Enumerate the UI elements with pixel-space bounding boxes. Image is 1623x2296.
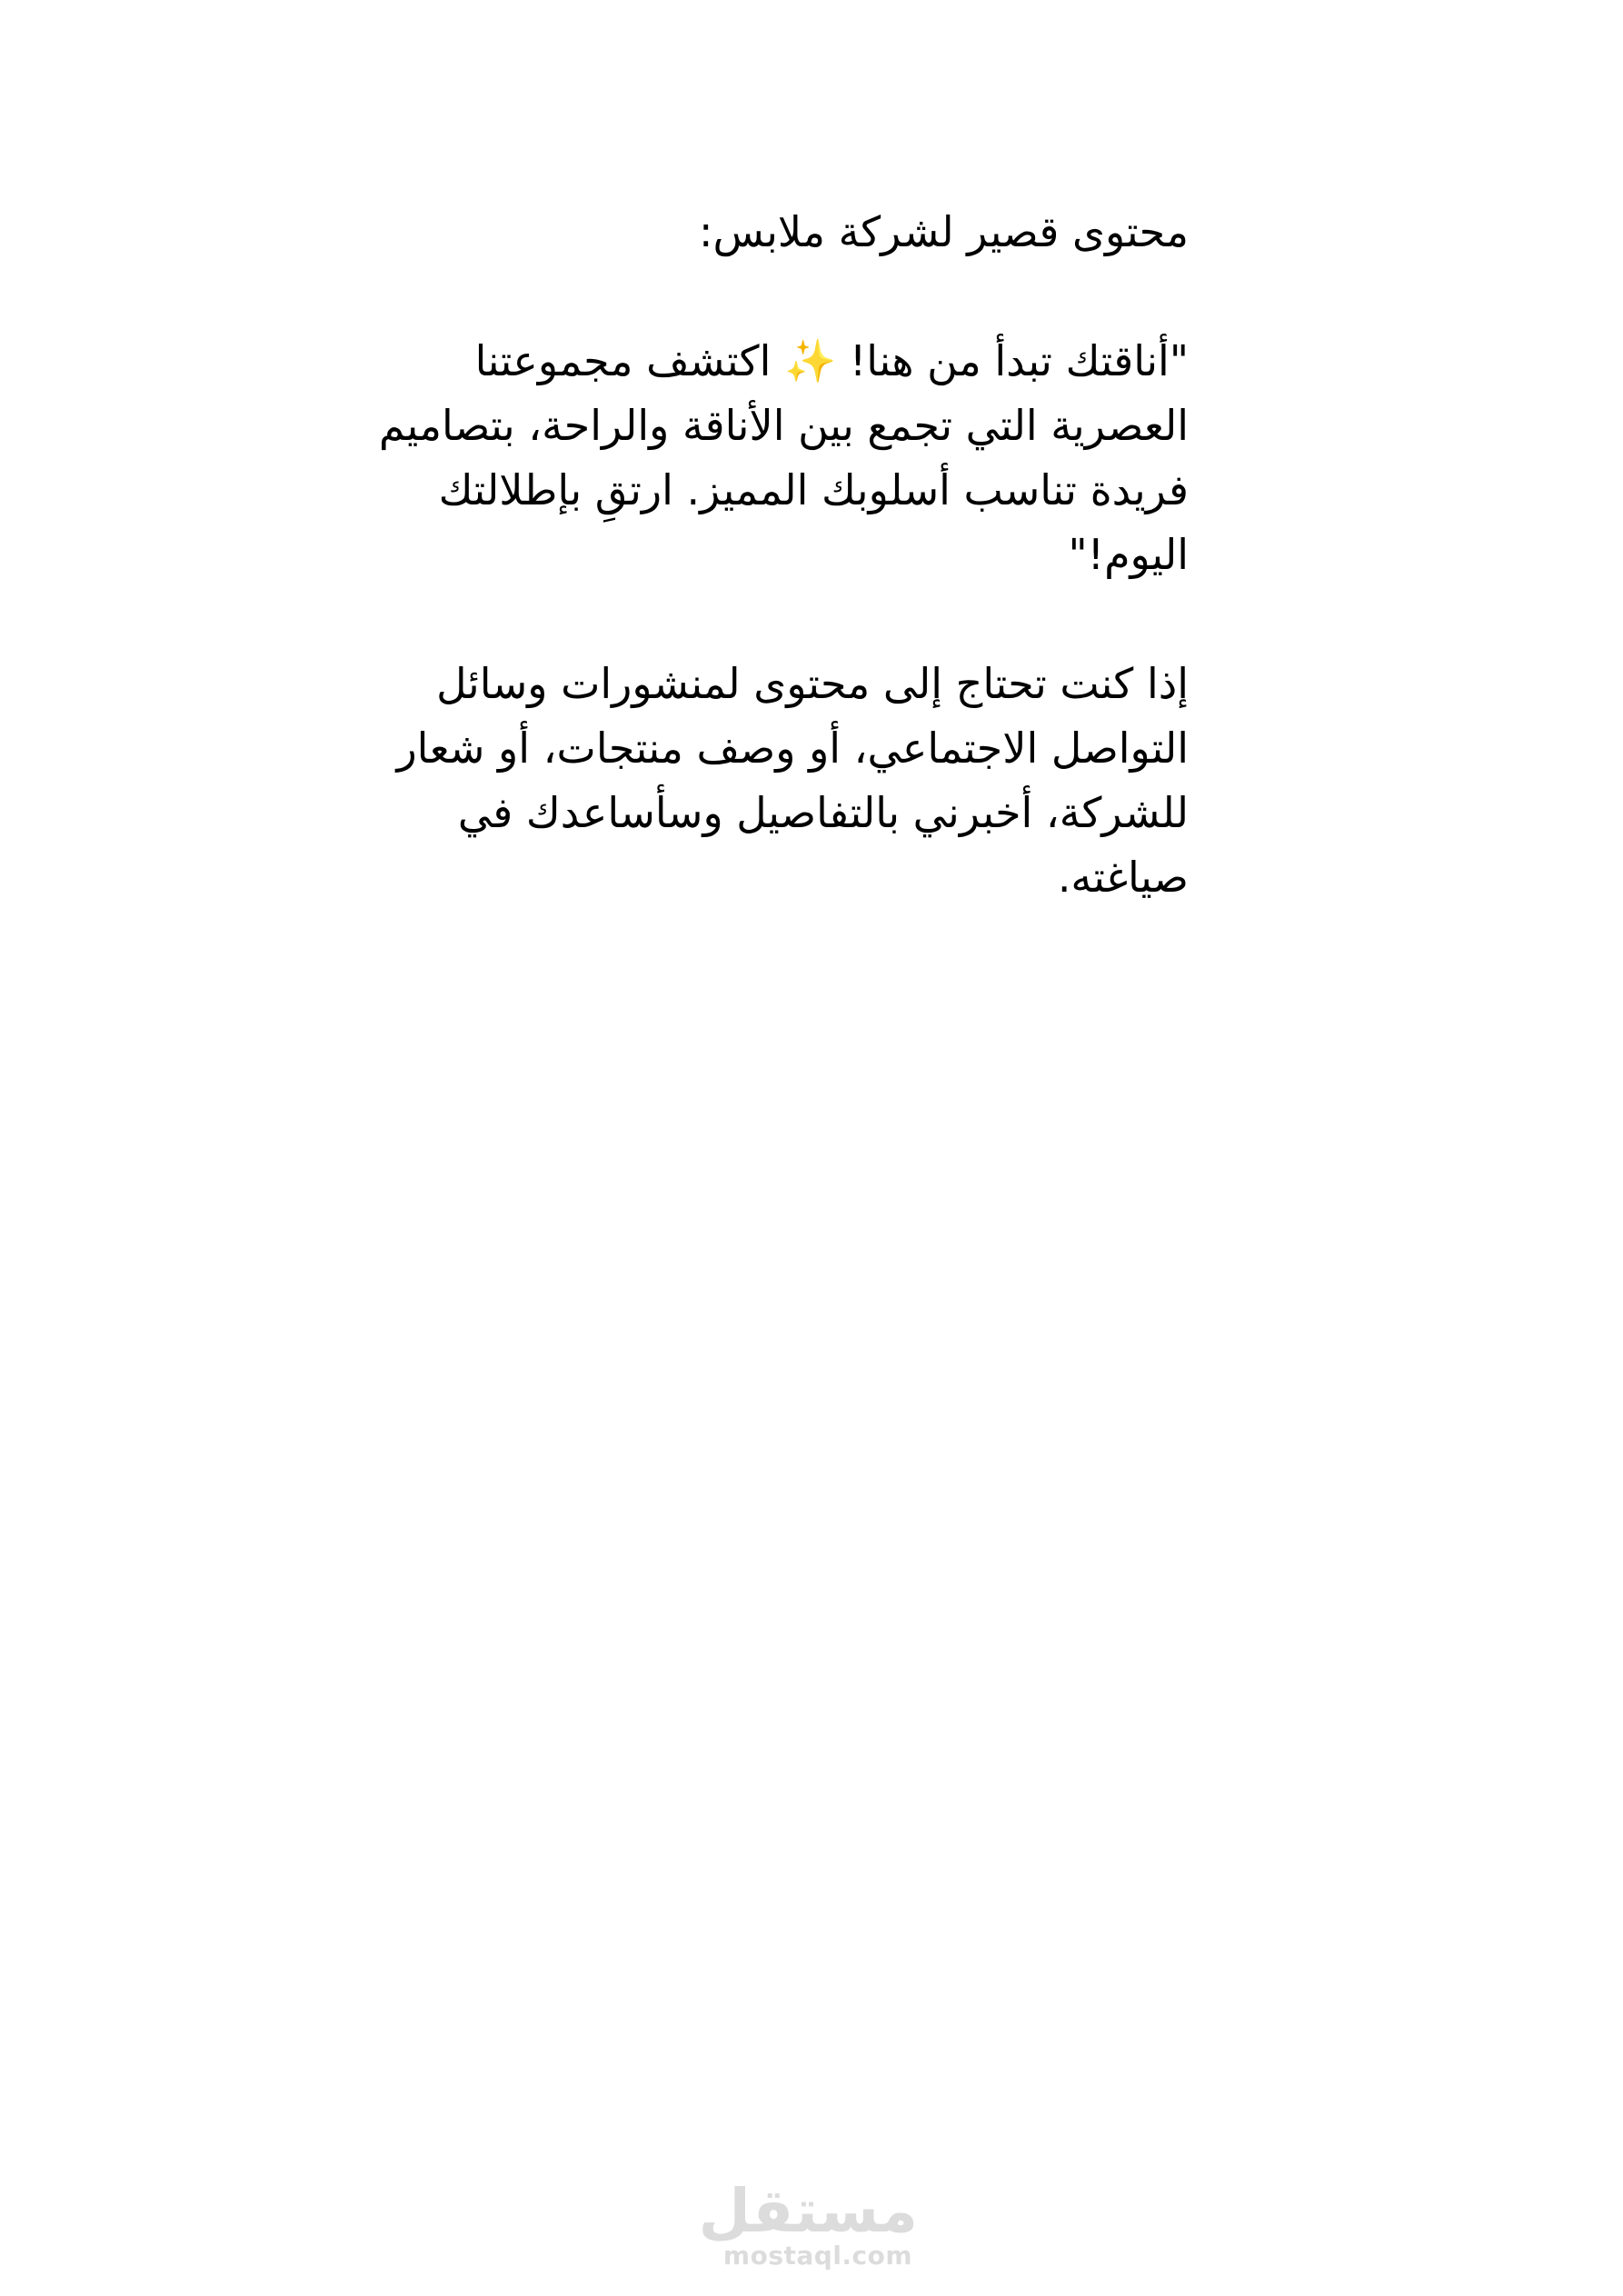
document-body bbox=[273, 200, 1189, 910]
mostaql-watermark bbox=[698, 2176, 918, 2271]
watermark-logo: مستقل bbox=[698, 2176, 918, 2246]
slogan-paragraph: "أناقتك تبدأ من هنا! ✨ اكتشف مجموعتنا العصرية التي تجمع بين الأناقة والراحة، بتصاميم فريدة تناسب أسلوبك المميز. ارتقِ بإطلالتك اليوم!" bbox=[378, 336, 1189, 579]
watermark-domain: mostaql.com bbox=[722, 2241, 913, 2271]
offer-paragraph: إذا كنت تحتاج إلى محتوى لمنشورات وسائل التواصل الاجتماعي، أو وصف منتجات، أو شعار للشركة، أخبرني بالتفاصيل وسأساعدك في صياغته. bbox=[396, 659, 1189, 902]
document-heading: محتوى قصير لشركة ملابس: bbox=[698, 207, 1189, 256]
